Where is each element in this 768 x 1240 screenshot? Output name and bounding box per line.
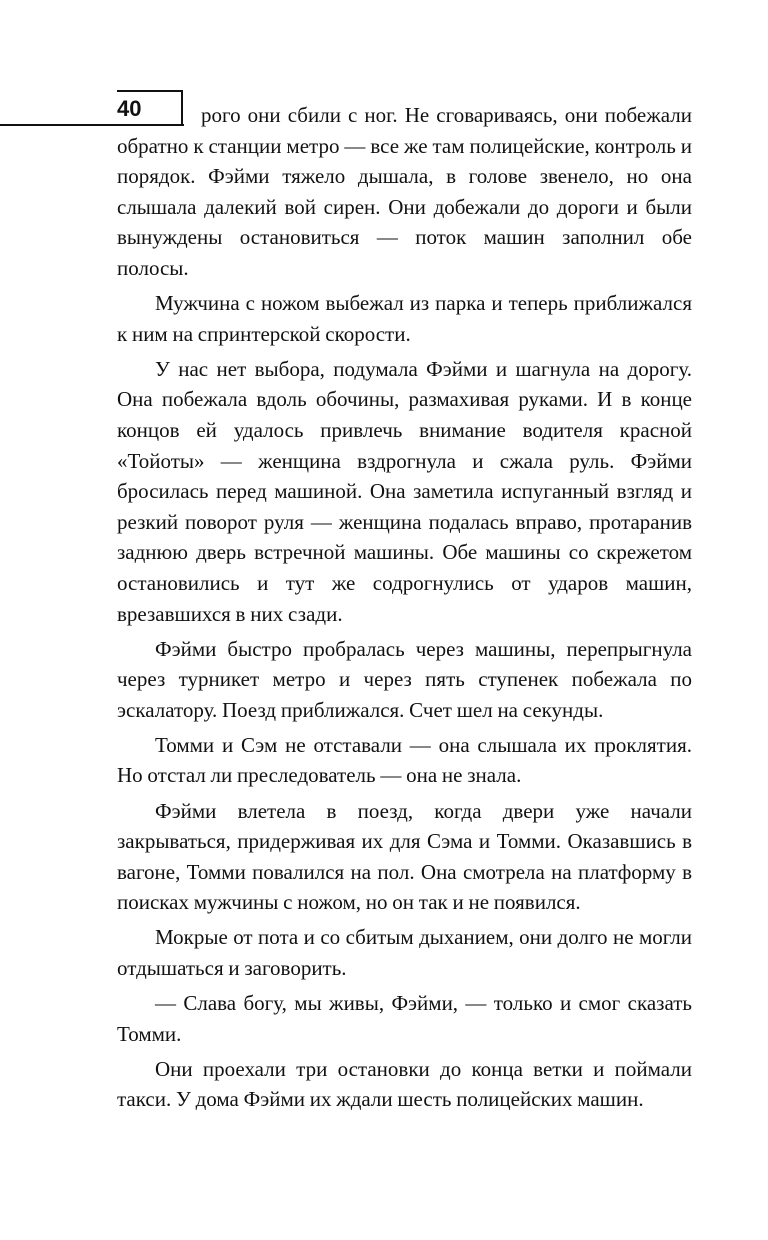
- paragraph: Мокрые от пота и со сбитым дыханием, они долго не могли отдышаться и заговорить.: [117, 925, 692, 981]
- paragraph: Томми и Сэм не отставали — она слышала их проклятия. Но отстал ли преследователь — она не знала.: [117, 732, 692, 788]
- paragraph: Фэйми быстро пробралась через машины, перепрыгнула через турникет метро и через пять ступенек побежала по эскалатору. Поезд приближался. Счет шел на секунды.: [117, 636, 692, 722]
- body-text: [117, 100, 692, 1120]
- page-number: 40: [117, 96, 142, 121]
- paragraph: Фэйми влетела в поезд, когда двери уже начали закрываться, придерживая их для Сэма и Томми. Оказавшись в вагоне, Томми повалился на пол. Она смотрела на платформу в поисках мужчины с ножом, но он так и не появился.: [117, 798, 692, 915]
- paragraph: Они проехали три остановки до конца ветки и поймали такси. У дома Фэйми их ждали шесть полицейских машин.: [117, 1056, 692, 1112]
- paragraph: — Слава богу, мы живы, Фэйми, — только и смог сказать Томми.: [117, 991, 692, 1046]
- paragraph-text: рого они сбили с ног. Не сговариваясь, они побежали обратно к станции метро — все же там полицейские, контроль и порядок. Фэйми тяжело дышала, в голове звенело, но она слышала далекий вой сирен. Они добежали до дороги и были вынуждены остановиться — поток машин заполнил обе полосы.: [117, 103, 692, 280]
- paragraph: Мужчина с ножом выбежал из парка и теперь приближался к ним на спринтерской скорости.: [117, 291, 692, 346]
- page-number-spacer: [117, 100, 201, 124]
- paragraph: У нас нет выбора, подумала Фэйми и шагнула на дорогу. Она побежала вдоль обочины, размахивая руками. И в конце концов ей удалось привлечь внимание водителя красной «Тойоты» — женщина вздрогнула и сжала руль. Фэйми бросилась перед машиной. Она заметила испуганный взгляд и резкий поворот руля — женщина подалась вправо, протаранив заднюю дверь встречной машины. Обе машины со скрежетом остановились и тут же содрогнулись от ударов машин, врезавшихся в них сзади.: [117, 356, 692, 626]
- paragraph: [117, 100, 692, 284]
